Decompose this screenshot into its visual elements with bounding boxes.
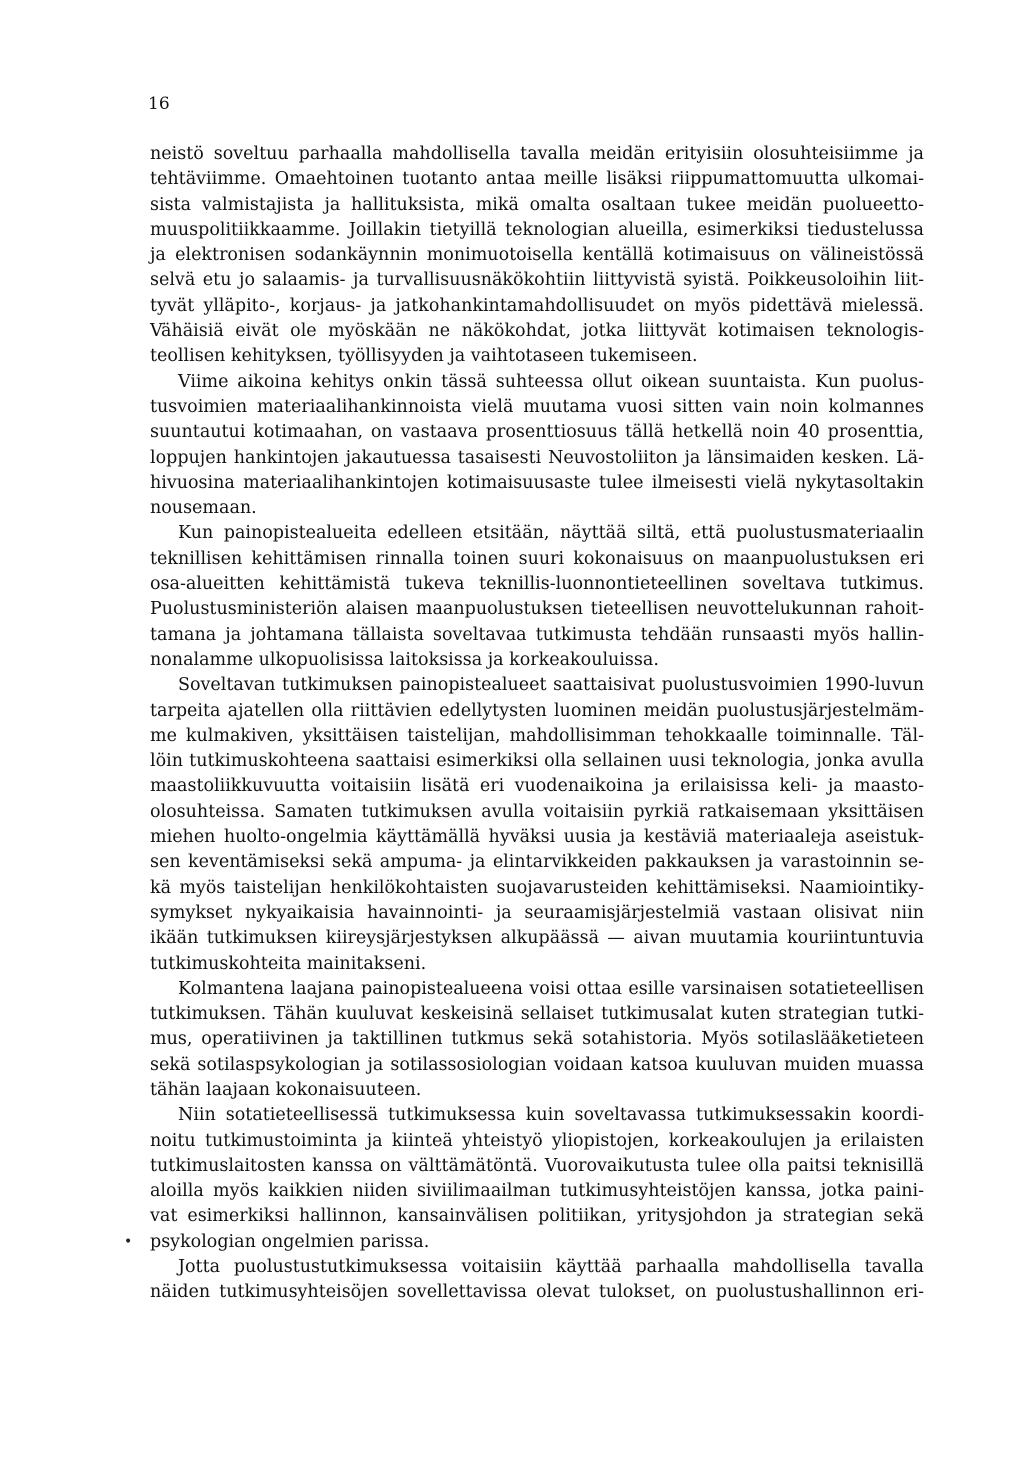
text-line: miehen huolto-ongelmia käyttämällä hyväksi uusia ja kestäviä materiaaleja aseistuk- [150, 827, 924, 848]
text-line: symykset nykyaikaisia havainnointi- ja seuraamisjärjestelmiä vastaan olisivat niin [150, 902, 924, 923]
text-line: Puolustusministeriön alaisen maanpuolustuksen tieteellisen neuvottelukunnan rahoit- [150, 599, 924, 620]
page-number: 16 [148, 94, 170, 114]
text-line: tehtäviimme. Omaehtoinen tuotanto antaa meille lisäksi riippumattomuutta ulkomai- [150, 169, 924, 190]
text-line: tarpeita ajatellen olla riittävien edellytysten luominen meidän puolustusjärjestelmäm- [150, 700, 924, 721]
text-line: Jotta puolustustutkimuksessa voitaisiin käyttää parhaalla mahdollisella tavalla [178, 1257, 924, 1278]
text-line: sekä sotilaspsykologian ja sotilassosiologian voidaan katsoa kuuluvan muiden muassa [150, 1054, 924, 1075]
text-line: tutkimuksen. Tähän kuuluvat keskeisinä sellaiset tutkimusalat kuten strategian tutki- [150, 1004, 924, 1025]
text-line: olosuhteissa. Samaten tutkimuksen avulla voitaisiin pyrkiä ratkaisemaan yksittäisen [150, 801, 924, 822]
text-line: ikään tutkimuksen kiireysjärjestyksen alkupäässä — aivan muutamia kouriintuntuvia [150, 928, 924, 949]
text-line: Kun painopistealueita edelleen etsitään, näyttää siltä, että puolustusmateriaalin [178, 523, 924, 544]
text-line: Kolmantena laajana painopistealueena voisi ottaa esille varsinaisen sotatieteellisen [178, 978, 924, 999]
body-text [150, 142, 924, 1306]
text-line: tusvoimien materiaalihankinnoista vielä muutama vuosi sitten vain noin kolmannes [150, 396, 924, 417]
text-line: muuspolitiikkaamme. Joillakin tietyillä teknologian alueilla, esimerkiksi tiedustelussa [150, 219, 924, 240]
text-line: ja elektronisen sodankäynnin monimuotoisella kentällä kotimaisuus on välineistössä [150, 245, 924, 266]
margin-bullet-icon: • [124, 1234, 133, 1250]
text-line: Vähäisiä eivät ole myöskään ne näkökohdat, jotka liittyvät kotimaisen teknologis- [150, 321, 924, 342]
text-line: loppujen hankintojen jakautuessa tasaisesti Neuvostoliiton ja länsimaiden kesken. Lä- [150, 447, 924, 468]
text-line: noitu tutkimustoiminta ja kiinteä yhteistyö yliopistojen, korkeakoulujen ja erilaisten [150, 1130, 924, 1151]
text-line: nonalamme ulkopuolisissa laitoksissa ja korkeakouluissa. [150, 649, 659, 670]
text-line: kä myös taistelijan henkilökohtaisten suojavarusteiden kehittämiseksi. Naamiointiky- [150, 877, 924, 898]
text-line: teknillisen kehittämisen rinnalla toinen suuri kokonaisuus on maanpuolustuksen eri [150, 548, 924, 569]
text-line: hivuosina materiaalihankintojen kotimaisuusaste tulee ilmeisesti vielä nykytasoltakin [150, 472, 924, 493]
text-line: osa-alueitten kehittämistä tukeva teknillis-luonnontieteellinen soveltava tutkimus. [150, 574, 924, 595]
text-line: vat esimerkiksi hallinnon, kansainvälisen politiikan, yritysjohdon ja strategian sekä [150, 1206, 924, 1227]
text-line: aloilla myös kaikkien niiden siviilimaailman tutkimusyhteistöjen kanssa, jotka paini- [150, 1181, 924, 1202]
text-line: selvä etu jo salaamis- ja turvallisuusnäkökohtiin liittyvistä syistä. Poikkeusoloihin liit- [150, 270, 924, 291]
text-line: neistö soveltuu parhaalla mahdollisella tavalla meidän erityisiin olosuhteisiimme ja [150, 144, 924, 164]
text-line: maastoliikkuvuutta voitaisiin lisätä eri vuodenaikoina ja erilaisissa keli- ja maasto- [150, 776, 924, 797]
text-line: Soveltavan tutkimuksen painopistealueet saattaisivat puolustusvoimien 1990-luvun [178, 675, 924, 696]
text-line: suuntautui kotimaahan, on vastaava prosenttiosuus tällä hetkellä noin 40 prosenttia, [150, 422, 924, 443]
text-line: psykologian ongelmien parissa. [150, 1231, 430, 1252]
text-line: tyvät ylläpito-, korjaus- ja jatkohankintamahdollisuudet on myös pidettävä mielessä. [150, 295, 924, 316]
text-line: Niin sotatieteellisessä tutkimuksessa kuin soveltavassa tutkimuksessakin koordi- [178, 1105, 924, 1126]
text-line: nousemaan. [150, 498, 257, 519]
text-line: me kulmakiven, yksittäisen taistelijan, mahdollisimman tehokkaalle toiminnalle. Täl- [150, 725, 924, 746]
text-line: Viime aikoina kehitys onkin tässä suhteessa ollut oikean suuntaista. Kun puolus- [178, 371, 924, 392]
text-line: teollisen kehityksen, työllisyyden ja vaihtotaseen tukemiseen. [150, 346, 698, 367]
text-line: sista valmistajista ja hallituksista, mikä omalta osaltaan tukee meidän puolueetto- [150, 194, 924, 215]
text-line: löin tutkimuskohteena saattaisi esimerkiksi olla sellainen uusi teknologia, jonka avulla [150, 751, 924, 772]
text-line: tähän laajaan kokonaisuuteen. [150, 1079, 422, 1100]
text-line: tamana ja johtamana tällaista soveltavaa tutkimusta tehdään runsaasti myös hallin- [150, 624, 924, 645]
text-line: sen keventämiseksi sekä ampuma- ja elintarvikkeiden pakkauksen ja varastoinnin se- [150, 852, 924, 873]
text-line: näiden tutkimusyhteisöjen sovellettavissa olevat tulokset, on puolustushallinnon eri- [150, 1282, 924, 1303]
text-line: tutkimuslaitosten kanssa on välttämätöntä. Vuorovaikutusta tulee olla paitsi teknisillä [150, 1155, 924, 1176]
text-line: tutkimuskohteita mainitakseni. [150, 953, 427, 974]
text-line: mus, operatiivinen ja taktillinen tutkmus sekä sotahistoria. Myös sotilaslääketieteen [150, 1029, 924, 1050]
